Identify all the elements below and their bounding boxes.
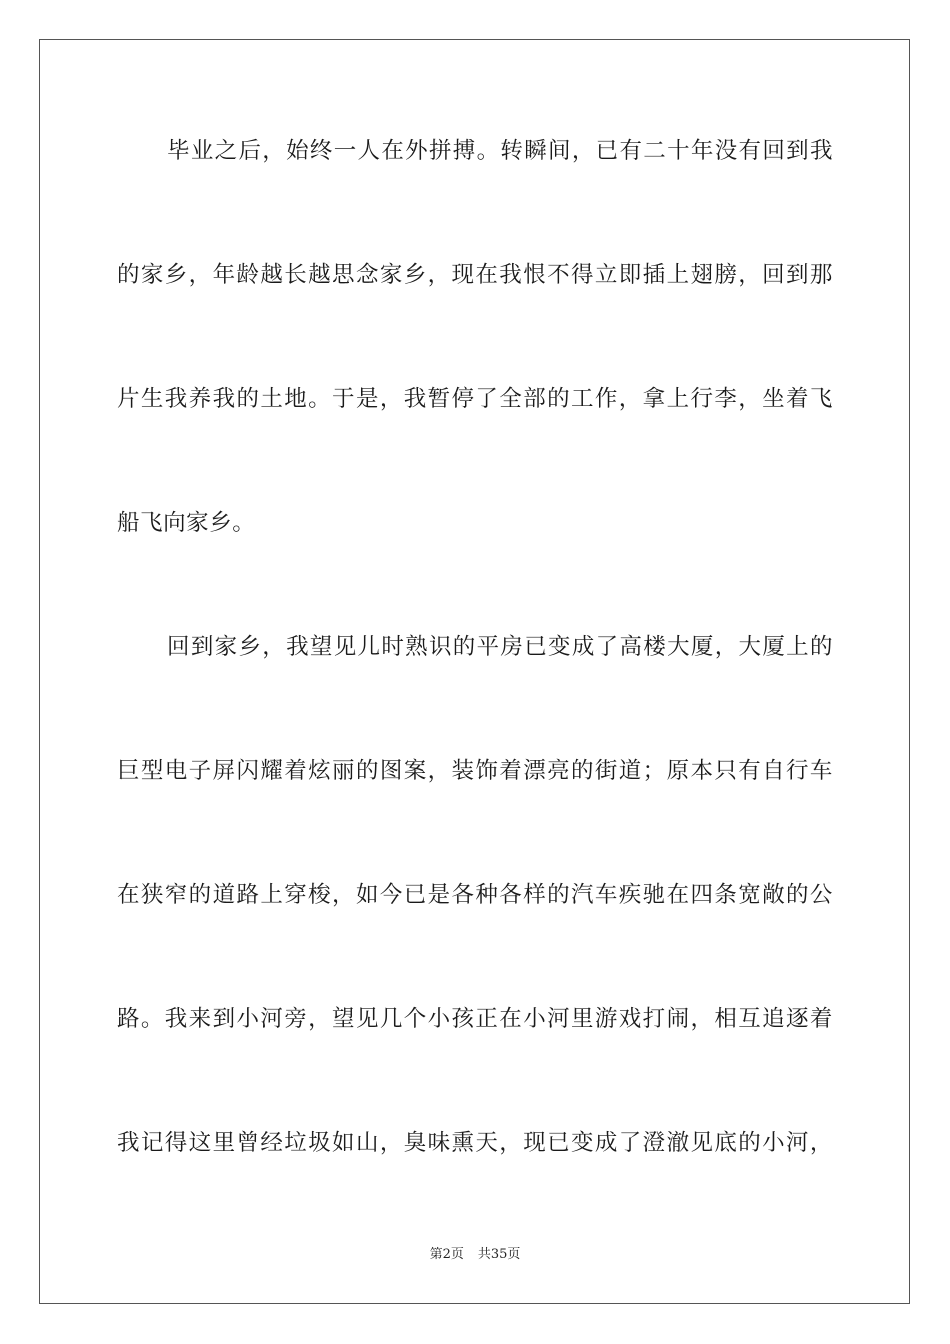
paragraph-2-line-5: 我记得这里曾经垃圾如山，臭味熏天，现已变成了澄澈见底的小河，: [117, 1130, 833, 1156]
paragraph-1-line-2: 的家乡，年龄越长越思念家乡，现在我恨不得立即插上翅膀，回到那: [117, 262, 833, 288]
paragraph-2-line-2: 巨型电子屏闪耀着炫丽的图案，装饰着漂亮的街道；原本只有自行车: [117, 758, 833, 784]
paragraph-1-line-4: 船飞向家乡。: [117, 510, 256, 536]
page-total: 共35页: [477, 1247, 521, 1262]
paragraph-2-line-4: 路。我来到小河旁，望见几个小孩正在小河里游戏打闹，相互追逐着: [117, 1006, 833, 1032]
paragraph-2-line-3: 在狭窄的道路上穿梭，如今已是各种各样的汽车疾驰在四条宽敞的公: [117, 882, 833, 908]
page-footer: [0, 1245, 950, 1265]
page-border: [39, 39, 910, 1304]
paragraph-1-line-3: 片生我养我的土地。于是，我暂停了全部的工作，拿上行李，坐着飞: [117, 386, 833, 412]
paragraph-1-line-1: 毕业之后，始终一人在外拼搏。转瞬间，已有二十年没有回到我: [167, 138, 833, 164]
paragraph-2-line-1: 回到家乡，我望见儿时熟识的平房已变成了高楼大厦，大厦上的: [167, 634, 833, 660]
page-number: 第2页: [429, 1247, 464, 1262]
